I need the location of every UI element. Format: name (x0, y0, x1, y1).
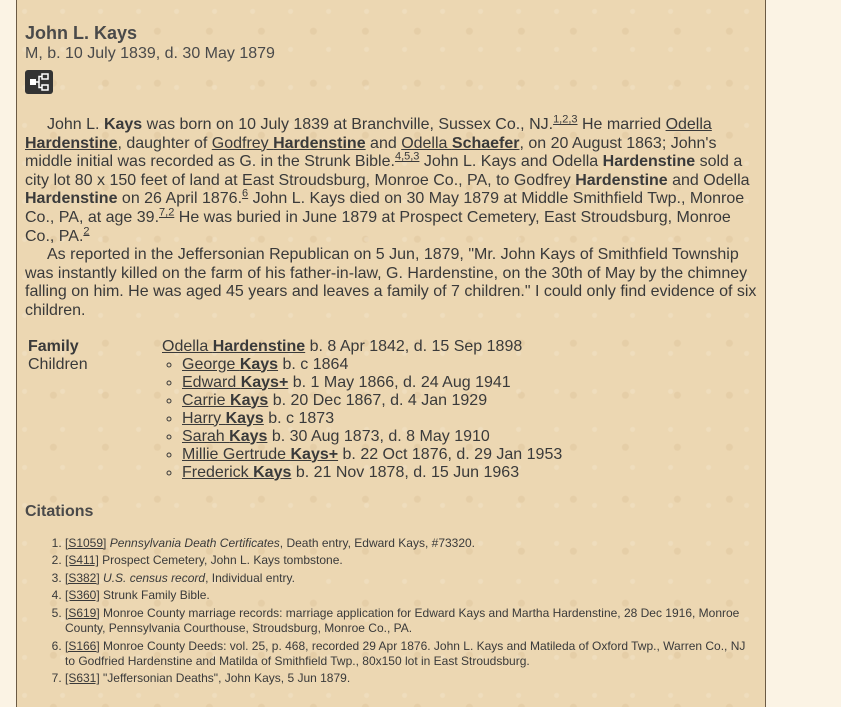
father-in-law-link[interactable]: Godfrey Hardenstine (211, 134, 366, 152)
page-panel (16, 0, 766, 707)
citation-link[interactable]: 4,5,3 (394, 150, 420, 163)
list-item: ◦ Edward Kays+ b. 1 May 1866, d. 24 Aug 1941 (182, 374, 562, 392)
citation-link[interactable]: 2 (83, 225, 90, 238)
text: John L. (47, 116, 104, 133)
text: John L. Kays died on 30 May 1879 at Middle Smithfield Twp., Monroe Co., PA, at age 39. (25, 190, 745, 226)
citation-link[interactable]: 1,2,3 (553, 113, 578, 126)
source-link[interactable]: [S619] (65, 605, 100, 620)
text: and Odella (667, 171, 750, 189)
citation-item: 4. [S360] Strunk Family Bible. (65, 588, 757, 603)
family-tree-icon (29, 73, 49, 91)
children-list (162, 356, 562, 482)
citation-item: 3. [S382] U.S. census record, Individual entry. (65, 571, 757, 586)
citation-item: 6. [S166] Monroe County Deeds: vol. 25, p. 468, recorded 29 Apr 1876. John L. Kays and Matileda of Oxford Twp., Warren Co., NJ to Godfried Hardenstine and Matilda of Smithfield Twp., 80x150 lot in East Stroudsburg. (65, 639, 757, 669)
children-label: Children (28, 355, 88, 373)
text: and (365, 134, 402, 152)
child-link[interactable]: Carrie Kays (182, 391, 269, 409)
source-link[interactable]: [S382] (65, 570, 100, 585)
family-chart-button[interactable] (25, 70, 53, 94)
child-link[interactable]: George Kays (182, 355, 279, 373)
child-link[interactable]: Edward Kays+ (182, 373, 289, 391)
family-table (25, 338, 565, 482)
narrative-paragraph-2: As reported in the Jeffersonian Republican on 5 Jun, 1879, "Mr. John Kays of Smithfield Township was instantly killed on the farm of his father-in-law, G. Hardenstine, on the 30th of May by the chimney falling on him. He was aged 45 years and leaves a family of 7 children." I could only find evidence of six children. (25, 246, 757, 319)
citation-item: 2. [S411] Prospect Cemetery, John L. Kays tombstone. (65, 553, 757, 568)
child-link[interactable]: Frederick Kays (182, 463, 292, 481)
family-label: Family (28, 337, 79, 355)
child-link[interactable]: Millie Gertrude Kays+ (182, 445, 339, 463)
citation-link[interactable]: 7,2 (159, 206, 175, 219)
list-item: ◦ Harry Kays b. c 1873 (182, 410, 562, 428)
source-link[interactable]: [S1059] (65, 535, 107, 550)
child-link[interactable]: Harry Kays (182, 409, 264, 427)
source-link[interactable]: [S360] (65, 588, 100, 603)
citation-item: 7. [S631] "Jeffersonian Deaths", John Kays, 5 Jun 1879. (65, 671, 757, 686)
text: , daughter of (117, 134, 212, 152)
person-content (25, 22, 757, 689)
surname-text: Hardenstine (25, 190, 118, 208)
citations-list (25, 536, 757, 687)
text: on 26 April 1876. (117, 190, 243, 208)
spouse-entry (159, 338, 565, 356)
text: , on 20 August 1863; John's middle initial was recorded as G. in the Strunk Bible. (25, 134, 717, 171)
spouse-link[interactable]: Odella Hardenstine (162, 337, 306, 355)
text: He married (577, 116, 666, 133)
list-item: ◦ Carrie Kays b. 20 Dec 1867, d. 4 Jan 1929 (182, 392, 562, 410)
citation-item: 1. [S1059] Pennsylvania Death Certificates, Death entry, Edward Kays, #73320. (65, 536, 757, 551)
source-link[interactable]: [S631] (65, 671, 100, 686)
text: He was buried in June 1879 at Prospect Cemetery, East Stroudsburg, Monroe Co., PA. (25, 208, 731, 245)
mother-in-law-link[interactable]: Odella Schaefer (401, 134, 520, 152)
spouse-link[interactable]: Odella Hardenstine (25, 116, 712, 152)
spouse-dates: b. 8 Apr 1842, d. 15 Sep 1898 (305, 337, 523, 355)
list-item: ◦ George Kays b. c 1864 (182, 356, 562, 374)
citations-heading: Citations (25, 502, 94, 520)
surname-text: Kays (103, 116, 143, 133)
list-item: ◦ Sarah Kays b. 30 Aug 1873, d. 8 May 1910 (182, 428, 562, 446)
list-item: ◦ Millie Gertrude Kays+ b. 22 Oct 1876, d. 29 Jan 1953 (182, 446, 562, 464)
citation-link[interactable]: 6 (242, 188, 249, 201)
narrative-paragraph-1 (25, 113, 757, 246)
source-link[interactable]: [S166] (65, 638, 100, 653)
child-link[interactable]: Sarah Kays (182, 427, 268, 445)
person-vitals: M, b. 10 July 1839, d. 30 May 1879 (25, 45, 275, 62)
citation-item: 5. [S619] Monroe County marriage records: marriage application for Edward Kays and Martha Hardenstine, 28 Dec 1916, Monroe County, Pennsylvania Courthouse, Stroudsburg, Monroe Co., PA. (65, 606, 757, 636)
text: John L. Kays and Odella (419, 153, 603, 171)
surname-text: Hardenstine (602, 153, 696, 171)
list-item: ◦ Frederick Kays b. 21 Nov 1878, d. 15 Jun 1963 (182, 464, 562, 482)
text: was born on 10 July 1839 at Branchville, Sussex Co., NJ. (142, 116, 554, 133)
text: sold a city lot 80 x 150 feet of land at East Stroudsburg, Monroe Co., PA, to Godfrey (25, 153, 743, 189)
source-link[interactable]: [S411] (65, 553, 99, 568)
surname-text: Hardenstine (575, 171, 668, 189)
person-name: John L. Kays (25, 23, 138, 43)
